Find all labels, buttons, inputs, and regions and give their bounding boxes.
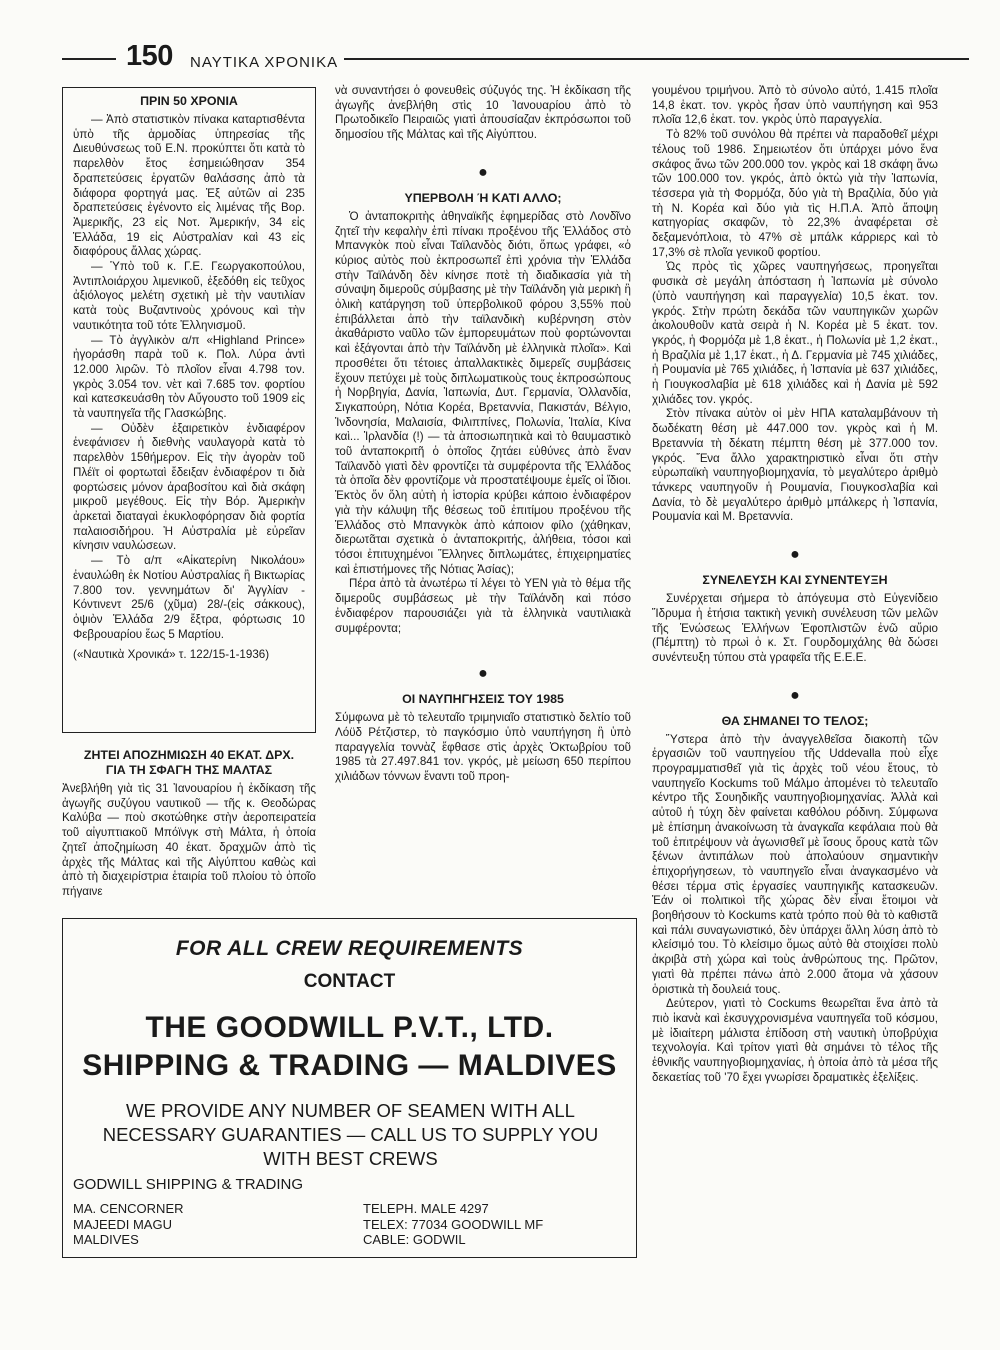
header-rule-right: [344, 58, 969, 60]
hyperbole-title: ΥΠΕΡΒΟΛΗ Ή ΚΑΤΙ ΑΛΛΟ;: [404, 190, 562, 205]
shipbuilding-paragraph: Τὸ 82% τοῦ συνόλου θὰ πρέπει νὰ παραδοθεῖ μέχρι τέλους τοῦ 1986. Σημειωτέον ὅτι ὑπάρχει μόνο ἕνα σκάφος ἄνω τῶν 200.000 τον. γκρὸς καὶ 18 σκάφη ἄνω τῶν 100.000 τον. γκρός, ἀπὸ ὀκτὼ γιὰ τὴν Ἰαπωνία, τέσσερα γιὰ τὴ Φορμόζα, δύο γιὰ τὴ Βραζιλία, δύο γιὰ τὴ Ν. Κορέα καὶ δύο γιὰ τὶς Η.Π.Α. Ἀπὸ ἄποψη κατηγορίας σκαφῶν, τὸ 22,3% ἀναφέρεται σὲ δεξαμενόπλοια, τὸ 47% σὲ μπάλκ κάρριερς καὶ τὸ 17,3% σὲ πλοῖα γενικοῦ φορτίου.: [652, 128, 938, 259]
malta-text-part2: νὰ συναντήσει ὁ φονευθεὶς σύζυγός της. Ἡ ἐκδίκαση τῆς ἀγωγῆς ἀνεβλήθη στὶς 10 Ἰανουαρίου ἀπὸ τὸ Πρωτοδικεῖο Πειραιῶς γιατὶ ἀπουσίαζαν ἐκπρόσωποι τοῦ δημοσίου τῆς Μάλτας καὶ τῆς Αἰγύπτου.: [335, 84, 631, 142]
bullet-divider: [335, 666, 631, 682]
history-source: («Ναυτικὰ Χρονικά» τ. 122/15-1-1936): [73, 648, 270, 662]
ad-firm: GODWILL SHIPPING & TRADING: [73, 1176, 304, 1193]
bullet-divider: [652, 547, 938, 563]
ad-telephone: TELEPH. MALE 4297: [363, 1201, 489, 1216]
end-paragraph: Δεύτερον, γιατὶ τὸ Cockums θεωρεῖται ἕνα ἀπὸ τὰ πιὸ ἱκανὰ καὶ ἐκσυγχρονισμένα ναυπηγεῖα τοῦ κόσμου, μὲ ἰδιαίτερη μάλιστα ἐπίδοση στὴ ναυτικὴ ὑποβρύχια τεχνολογία. Καὶ τρίτον γιατὶ θὰ σημάνει τὸ τέλος τῆς ἑθνικῆς ναυπηγοβιομηχανίας, ἡ ὁποία ἀπὸ τὰ μέσα τῆς δεκαετίας τοῦ '70 ἔχει γνωρίσει δραματικὲς ἐξελίξεις.: [652, 997, 938, 1084]
shipbuilding-text-part1: Σύμφωνα μὲ τὸ τελευταῖο τριμηνιαῖο στατιστικὸ δελτίο τοῦ Λόϋδ Ρέτζιστερ, τὸ παγκόσμιο ὑπὸ ναυπήγηση ἢ ὑπὸ παραγγελία τοννὰζ ἔφθασε στὶς ἀρχὲς Ὀκτωβρίου τοῦ 1985 τὰ 27.497.841 τον. γκρός, μὲ μείωση 650 περίπου χιλιάδων τόννων ἔναντι τοῦ προη-: [335, 711, 631, 784]
end-paragraph: Ὕστερα ἀπὸ τὴν ἀναγγελθεῖσα διακοπὴ τῶν ἐργασιῶν τοῦ ναυπηγείου τῆς Uddevalla ποὺ εἶχε προγραμματισθεῖ γιὰ τὶς ἀρχὲς τοῦ νέου ἔτους, τὸ ναυπηγεῖο Kockums τοῦ Μάλμο ἀπομένει τὸ τελευταῖο κέντρο τῆς Σουηδικῆς ναυπηγοβιομηχανίας. Ἀλλὰ καὶ αὐτοῦ ἡ τύχη δὲν φαίνεται καθόλου ρόδινη. Σύμφωνα μὲ ἐπίσημη ἀνακοίνωση τὰ ἀναγκαῖα κεφάλαια ποὺ θὰ τοῦ ἐπιτρέψουν νὰ ἀγωνισθεῖ μὲ ἴσους ὅρους κατὰ τῶν ξένων ἀντιπάλων ποὺ ἀπολαύουν σημαντικὴν ἐπιχορήγησεων, τὸ ναυπηγεῖο εἶναι ἀναγκασμένο νὰ θέσει τέρμα στὶς ἐργασίες ναυπηγικῆς κατασκευῶν. Ἐάν οἱ πολιτικοὶ τῆς χώρας δὲν εἶναι ἕτοιμοι νὰ βοηθήσουν τὸ Kockums κατὰ τρόπο ποὺ θὰ τὸ καθιστᾶ καὶ πάλι συναγωνιστικό, δὲν ὑπάρχει ἄλλη λύση ἀπὸ τὸ κλείσιμό του. Τὸ κλείσιμο ὅμως αὐτὸ θὰ στοιχίσει πολὺ ἀκριβὰ στὴ χώρα καὶ τοὺς ἀνθρώπους της. Πρῶτον, γιατὶ θὰ πρέπει πάνω ἀπὸ 2.000 ἄτομα νὰ χάσουν ὁριστικὰ τὴ δουλειά τους.: [652, 732, 938, 996]
ad-contact-details: [363, 1201, 543, 1248]
advertisement-box: [62, 918, 637, 1258]
history-box: [62, 87, 316, 733]
meeting-text: Συνέρχεται σήμερα τὸ ἀπόγευμα στὸ Εὐγενίδειο Ἵδρυμα ἡ ἐτήσια τακτικὴ γενικὴ συνέλευση τῶν μελῶν τῆς Ἑνώσεως Ἑλλήνων Ἐφοπλιστῶν ἐνῶ αὔριο (Πέμπτη) τὸ πρωὶ ὁ κ. Στ. Γουρδομιχάλης θὰ δώσει συνέντευξη τύπου στὰ γραφεῖα τῆς Ε.Ε.Ε.: [652, 592, 938, 664]
malta-text-part1: Ἀνεβλήθη γιὰ τὶς 31 Ἰανουαρίου ἡ ἐκδίκαση τῆς ἀγωγῆς συζύγου ναυτικοῦ — τῆς κ. Θεοδώρας Καλύβα — ποὺ σκοτώθηκε στὴν ἀεροπειρατεία τοῦ αἰγυπτιακοῦ Μπόϊνγκ στὴ Μάλτα, ἡ ὁποία ζητεῖ ἀποζημίωση 40 ἑκατ. δραχμῶν ἀπὸ τὶς ἀρχὲς τῆς Μάλτας καὶ τῆς Αἰγύπτου καθὼς καὶ ἀπὸ τὴ διαχειρίστρια ἑταιρία τοῦ πλοίου τὸ ὁποῖο πήγαινε: [62, 782, 316, 898]
ad-pitch: WE PROVIDE ANY NUMBER OF SEAMEN WITH ALL NECESSARY GUARANTIES — CALL US TO SUPPLY YOU WITH BEST CREWS: [102, 1100, 599, 1169]
ad-headline: FOR ALL CREW REQUIREMENTS: [175, 937, 524, 960]
page-number: 150: [126, 40, 173, 72]
column-right: [652, 84, 938, 1085]
ad-company-line2: SHIPPING & TRADING — MALDIVES: [82, 1049, 617, 1082]
end-title: ΘΑ ΣΗΜΑΝΕΙ ΤΟ ΤΕΛΟΣ;: [721, 713, 869, 728]
ad-contact-label: CONTACT: [303, 971, 396, 992]
page-header: [62, 38, 972, 78]
history-paragraph: — Ὑπὸ τοῦ κ. Γ.Ε. Γεωργακοπούλου, Ἀντιπλοιάρχου λιμενικοῦ, ἐξεδόθη εἰς τεῦχος ἀξιόλογος μελέτη σχετικὴ μὲ τὴν ναυτιλίαν κατὰ τοὺς Βυζαντινοὺς χρόνους καὶ τὴν ναυτικότητα τοῦ τότε Ἑλληνισμοῦ.: [73, 260, 305, 332]
bullet-divider: [335, 165, 631, 181]
hyperbole-paragraph: Ὁ ἀνταποκριτὴς ἀθηναϊκῆς ἐφημερίδας στὸ Λονδῖνο ζητεῖ τὴν κεφαλὴν ἐπὶ πίνακι προξένου τῆς Ἑλλάδος στὸ Μπανγκὸκ ποὺ εἶναι Ταϊλανδὸς διότι, ὅπως γράφει, «ὁ κύριος αὐτὸς ποὺ ἐκπροσωπεῖ ἐπὶ χρόνια τὴν Ἑλλάδα στὴν Ταϊλάνδη δὲν κίνησε ποτὲ τὴ διαδικασία γιὰ τὴ σύναψη διμεροῦς σύμβασης μὲ τὴν Ταϊλάνδη γιὰ μερικὴ ἢ ὁλικὴ κατάργηση τοῦ ὑπερβολικοῦ φόρου 3,55% ποὺ ἐπιβάλλεται ἀπὸ τὴν ταϊλανδικὴ κυβέρνηση στὸν ἀκαθάριστο ναῦλο τῶν ἐμπορευμάτων ποὺ φορτώνονται καὶ ἐξάγονται ἀπὸ τὴν Ταϊλάνδη μὲ ἑλληνικὰ πλοῖα». Καὶ προσθέτει ὅτι τέτοιες ἀπαλλακτικὲς διμερεῖς συμβάσεις ἔχουν πετύχει μὲ τοὺς διπλωματικοὺς τους ἐκπροσώπους ἡ Νορβηγία, Δανία, Ἰαπωνία, Δυτ. Γερμανία, Ὁλλανδία, Σιγκαπούρη, Νότια Κορέα, Βρεταννία, Πακιστάν, Βέλγιο, Ἰνδονησία, Μαλαισία, Φιλιππίνες, Πολωνία, Ἰταλία, Κίνα καὶ... Ἰρλανδία (!) — τὰ ἀποσιωπητικὰ καὶ τὸ θαυμαστικὸ τοῦ ἀνταποκριτῆ ὁ ὁποῖος ζητάει εὐθύνες ἀπὸ ἕναν Ταϊλανδὸ γιατὶ δὲν φροντίζει τὰ συμφέροντα τῆς Ἑλλάδος τὰ ὁποῖα δὲν φροντίζομε νὰ προστατέψουμε ἐμεῖς οἱ ἴδιοι. Ἐκτὸς ὅν ὅλη αὐτὴ ἡ ἱστορία κρύβει κάποιο ἐνδιαφέρον γιὰ τὴν κάλυψη τῆς θέσεως τοῦ ἐπιτίμου προξένου τῆς Ἑλλάδος στὸ Μπανγκὸκ ἀπὸ κάποιον φίλο (χάθηκαν, διερωτᾶται σχετικὰ ὁ ἀνταποκριτής, ἀλήθεια, τόσοι καὶ τόσοι ἐπιτυχημένοι Ἕλληνες διπλωμάτες, ἐπιχειρηματίες καὶ ἐπιστήμονες τῆς Νότιας Ἀσίας);: [335, 209, 631, 576]
ad-telex: TELEX: 77034 GOODWILL MF: [363, 1216, 544, 1232]
ad-address: [73, 1201, 184, 1248]
ad-company-line1: THE GOODWILL P.V.T., LTD.: [145, 1011, 554, 1044]
shipbuilding-title: ΟΙ ΝΑΥΠΗΓΗΣΕΙΣ ΤΟΥ 1985: [402, 692, 564, 707]
malta-title-line1: ΖΗΤΕΙ ΑΠΟΖΗΜΙΩΣΗ 40 ΕΚΑΤ. ΔΡΧ.: [83, 748, 295, 762]
history-paragraph: — Ἀπὸ στατιστικὸν πίνακα καταρτισθέντα ὑπὸ τῆς ἁρμοδίας ὑπηρεσίας τῆς Διευθύνσεως τοῦ Ε.Ν. προκύπτει ὅτι κατὰ τὸ παρελθὸν ἔτος ἐσημειώθησαν 354 δραπετεύσεις ἐργατῶν θαλάσσης ἀπὸ τὰ διάφορα φορτηγά μας. Ἐξ αὐτῶν αἱ 235 δραπετεύσεις ἐγένοντο εἰς λιμένας τῆς Βορ. Ἀμερικῆς, 23 εἰς Νοτ. Ἀμερικήν, 34 εἰς Ἑλλάδα, 19 εἰς Αὐστραλίαν καὶ 43 εἰς διαφόρους ἄλλας χώρας.: [73, 113, 305, 259]
hyperbole-paragraph: Πέρα ἀπὸ τὰ ἀνωτέρω τί λέγει τὸ ΥΕΝ γιὰ τὸ θέμα τῆς διμεροῦς συμβάσεως μὲ τὴν Ταϊλάνδη καὶ πόσο ἐνδιαφέρον παρουσιάζει γιὰ τὰ ἑλληνικὰ ναυτιλιακὰ συμφέροντα;: [335, 577, 631, 635]
ad-address-line: MALDIVES: [73, 1232, 139, 1247]
history-paragraph: — Τὸ ἀγγλικὸν α/π «Highland Prince» ἠγοράσθη παρὰ τοῦ κ. Πολ. Λύρα ἀντὶ 12.000 λιρῶν. Τὸ πλοῖον εἶναι 4.798 τον. γκρὸς 3.054 τον. νὲτ καὶ 7.685 τον. φορτίου καὶ κατεσκευάσθη τὸν Αὔγουστο τοῦ 1909 εἰς τὰ ναυπηγεῖα τῆς Γλασκώβης.: [73, 333, 305, 421]
shipbuilding-paragraph: Ὡς πρὸς τὶς χῶρες ναυπηγήσεως, προηγεῖται φυσικὰ σὲ μεγάλη ἀπόσταση ἡ Ἰαπωνία μὲ σύνολο (ὑπὸ ναυπήγηση καὶ παραγγελία) 10,5 ἑκατ. τον. γκρός. Στὴν πρώτη δεκάδα τῶν ναυπηγικῶν χωρῶν ἀκολουθοῦν κατὰ σειρὰ ἡ Ν. Κορέα μὲ 5 ἑκατ. τον. γκρός, ἡ Φορμόζα μὲ 1,8 ἑκατ., ἡ Πολωνία μὲ 1,2 ἑκατ., ἡ Βραζιλία μὲ 1,17 ἑκατ., ἡ Δ. Γερμανία μὲ 745 χιλιάδες, ἡ Ρουμανία μὲ 765 χιλιάδες, ἡ Ἰσπανία μὲ 637 χιλιάδες, ἡ Γιουγκοσλαβία μὲ 618 χιλιάδες καὶ ἡ Δανία μὲ 592 χιλιάδες τον. γκρός.: [652, 260, 938, 406]
history-title: ΠΡΙΝ 50 ΧΡΟΝΙΑ: [140, 94, 238, 108]
malta-title-line2: ΓΙΑ ΤΗ ΣΦΑΓΗ ΤΗΣ ΜΑΛΤΑΣ: [105, 763, 273, 777]
magazine-title: ΝΑΥΤΙΚΑ ΧΡΟΝΙΚΑ: [190, 54, 339, 71]
ad-cable: CABLE: GODWIL: [363, 1232, 466, 1247]
ad-address-line: MAJEEDI MAGU: [73, 1216, 172, 1232]
shipbuilding-paragraph: Στὸν πίνακα αὐτὸν οἱ μὲν ΗΠΑ καταλαμβάνουν τὴ δωδέκατη θέση μὲ 447.000 τον. γκρὸς καὶ ἡ Μ. Βρεταννία τὴ δέκατη πέμπτη θέση μὲ 377.000 τον. γκρός. Ἕνα ἄλλο χαρακτηριστικὸ εἶναι ὅτι στὴν εὐρωπαϊκὴ ναυπηγοβιομηχανία, τὸ μεγαλύτερο ἀριθμὸ τάνκερς ναυπηγοῦν ἡ Ρουμανία, Γιουγκοσλαβία καὶ Δανία, τὸ δὲ μεγαλύτερο ἀριθμὸ μπάλκερς ἡ Ἰσπανία, Ρουμανία καὶ Μ. Βρεταννία.: [652, 407, 938, 524]
header-rule-left: [62, 58, 116, 60]
column-middle: [335, 84, 631, 785]
ad-address-line: MA. CENCORNER: [73, 1201, 184, 1216]
bullet-divider: [652, 688, 938, 704]
history-paragraph: — Τὸ α/π «Αἰκατερίνη Νικολάου» ἐναυλώθη ἐκ Νοτίου Αὐστραλίας ἢ Βικτωρίας 7.800 τον. γεννημάτων δι' Ἀγγλίαν - Κόντινεντ 25/6 (χῦμα) 28/-(εἰς σάκκους), ὀψιὸν Ἑλλάδα 2/9 ἔξτρα, φόρτωσις 10 Φεβρουαρίου ἕως 5 Μαρτίου.: [73, 554, 305, 641]
meeting-title: ΣΥΝΕΛΕΥΣΗ ΚΑΙ ΣΥΝΕΝΤΕΥΞΗ: [702, 573, 888, 588]
shipbuilding-text-part2: γουμένου τριμήνου. Ἀπὸ τὸ σύνολο αὐτό, 1.415 πλοῖα 14,8 ἑκατ. τον. γκρὸς ἦσαν ὑπὸ ναυπήγηση καὶ 953 πλοῖα 12,6 ἑκατ. τον. γκρὸς ὑπὸ παραγγελία.: [652, 84, 938, 127]
history-paragraph: — Οὐδὲν ἐξαιρετικὸν ἐνδιαφέρον ἐνεφάνισεν ἡ διεθνὴς ναυλαγορὰ κατὰ τὸ παρελθὸν 15θήμερον. Εἰς τὴν ἀγορὰν τοῦ Πλέϊτ οἱ φορτωταὶ ἔδειξαν ἐνδιαφέρον τι διὰ φορτώσεις μόνον ἀραβοσίτου καὶ διὰ σκάφη μικροῦ μεγέθους. Εἰς τὴν Βόρ. Ἀμερικὴν ἀρκεταὶ διαταγαὶ ἐκυκλοφόρησαν διὰ φορτία παλαιοσιδήρου. Ἡ Αὐστραλία μὲ εὐρεῖαν κίνησιν ναυλώσεων.: [73, 421, 305, 553]
malta-article: [62, 748, 316, 900]
